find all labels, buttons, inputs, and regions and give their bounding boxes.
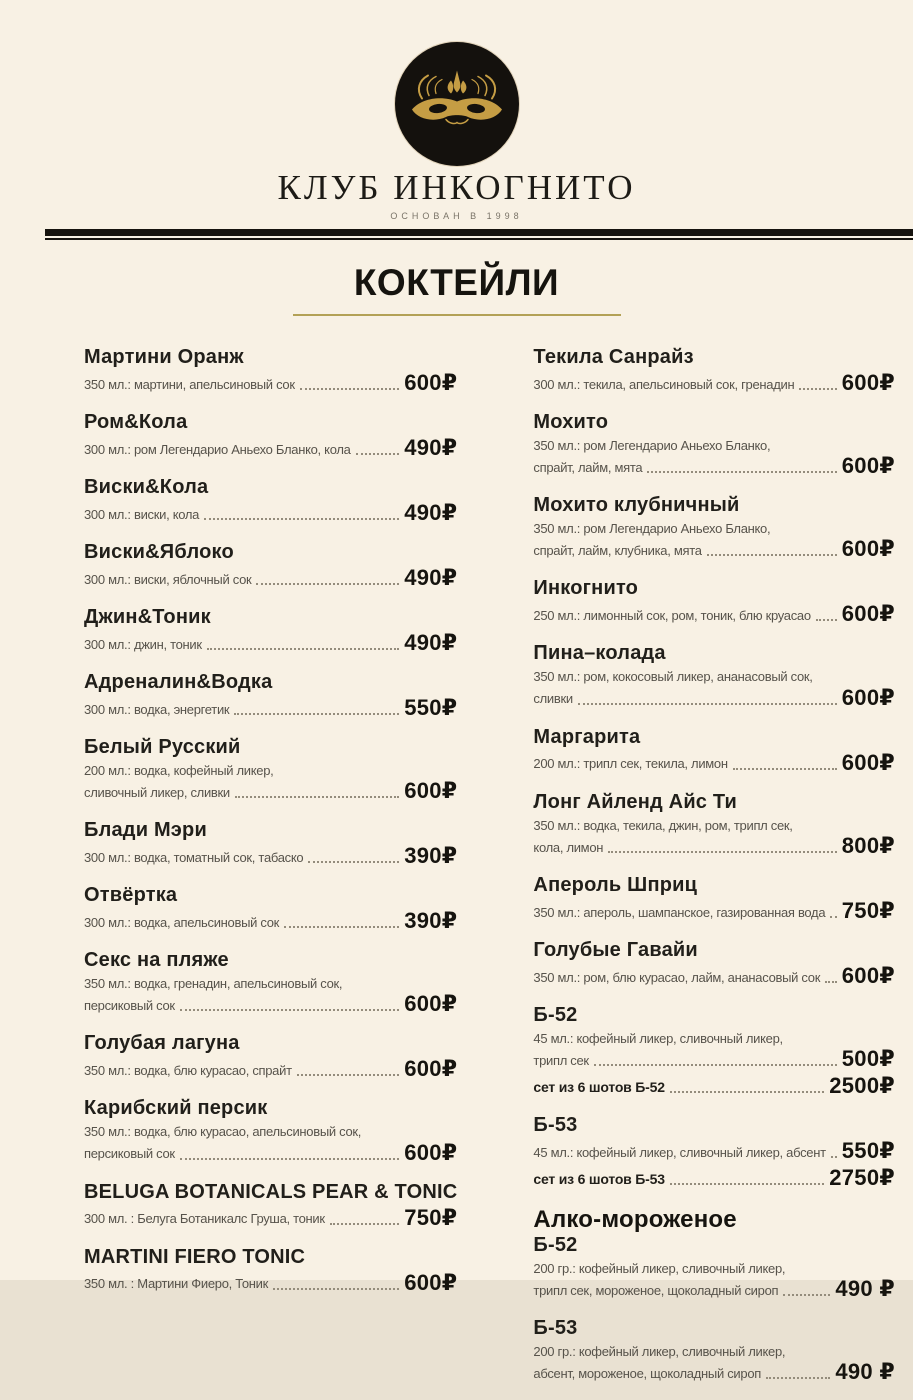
dotted-leader — [256, 583, 399, 585]
menu-item-description: 300 мл.: водка, томатный сок, табаско — [84, 850, 304, 865]
menu-item-description: 350 мл.: апероль, шампанское, газированная вода — [533, 904, 826, 920]
menu-item-name: Секс на пляже — [84, 949, 229, 972]
menu-item-price: 390₽ — [404, 843, 458, 869]
menu-item-name: Текила Санрайз — [533, 346, 694, 368]
menu-item-description: 350 мл.: водка, блю курасао, апельсиновый сок, — [84, 1124, 362, 1140]
menu-item — [533, 346, 895, 394]
menu-item-description: спрайт, лайм, клубника, мята — [533, 543, 702, 559]
header-divider — [45, 229, 913, 240]
menu-item — [84, 819, 457, 867]
menu-item — [84, 606, 457, 654]
menu-item-description: трипл сек — [533, 1052, 589, 1068]
menu-item — [533, 577, 895, 625]
menu-item-name: Ром&Кола — [84, 411, 188, 433]
menu-item-description: 300 мл.: джин, тоник — [84, 636, 202, 652]
dotted-leader — [284, 926, 399, 928]
menu-item-price: 600₽ — [841, 536, 895, 562]
menu-item — [84, 1181, 457, 1229]
menu-item-name: Блади Мэри — [84, 819, 207, 842]
menu-item-description: персиковый сок — [84, 1146, 175, 1162]
menu-item-description: сливочный ликер, сливки — [84, 785, 230, 800]
dotted-leader — [766, 1377, 830, 1379]
menu-item-price-row — [84, 567, 457, 589]
menu-item-price: 2750₽ — [829, 1164, 895, 1190]
menu-item-description: 45 мл.: кофейный ликер, сливочный ликер, абсент — [533, 1144, 826, 1160]
menu-item — [84, 411, 457, 459]
menu-item-price: 600₽ — [841, 962, 895, 988]
menu-item-price: 550₽ — [841, 1137, 895, 1163]
menu-item-name: Пина–колада — [533, 642, 666, 665]
menu-item — [533, 494, 895, 560]
menu-item-price-row — [533, 1045, 895, 1071]
dotted-leader — [330, 1223, 399, 1225]
menu-item-description: 350 мл.: водка, текила, джин, ром, трипл сек, — [533, 817, 793, 833]
dotted-leader — [816, 619, 837, 621]
menu-item-price-row — [533, 372, 895, 394]
menu-item-description: сливки — [533, 691, 573, 707]
menu-item-description: 45 мл.: кофейный ликер, сливочный ликер, — [533, 1030, 783, 1046]
menu-item-price-row — [533, 455, 895, 477]
menu-item-price-row — [84, 697, 457, 719]
menu-item-set-label: сет из 6 шотов Б-53 — [533, 1170, 665, 1187]
menu-item-name: Виски&Яблоко — [84, 541, 234, 563]
menu-item-set-label: сет из 6 шотов Б-52 — [533, 1078, 665, 1095]
dotted-leader — [670, 1091, 824, 1093]
menu-item-name: Б-52 — [533, 1233, 578, 1256]
menu-item-price-row — [84, 632, 457, 654]
dotted-leader — [578, 703, 837, 705]
menu-item-description: 250 мл.: лимонный сок, ром, тоник, блю круасао — [533, 608, 811, 624]
menu-column-right — [533, 346, 895, 1400]
menu-item-name: Б-53 — [533, 1317, 578, 1340]
menu-item-price-row — [84, 1139, 458, 1165]
menu-item — [533, 1004, 895, 1097]
menu-item-description: 200 гр.: кофейный ликер, сливочный ликер, — [533, 1260, 786, 1276]
dotted-leader — [207, 648, 399, 650]
menu-item-description: персиковый сок — [84, 998, 175, 1014]
menu-item-price-row — [84, 780, 457, 802]
dotted-leader — [308, 861, 399, 863]
dotted-leader — [273, 1288, 399, 1290]
dotted-leader — [180, 1158, 399, 1160]
menu-item-price-row — [84, 1269, 458, 1295]
menu-item-description: спрайт, лайм, мята — [533, 460, 643, 475]
menu-item-name: Б-52 — [533, 1003, 578, 1026]
menu-item-price: 600₽ — [404, 370, 458, 395]
menu-item-price: 750₽ — [404, 1204, 458, 1230]
dotted-leader — [204, 518, 399, 520]
menu-item-price-row — [84, 845, 457, 867]
menu-item-price-row — [533, 897, 895, 923]
menu-item-description: 350 мл. : Мартини Фиеро, Тоник — [84, 1276, 269, 1292]
menu-item-description: 350 мл.: ром Легендарио Аньехо Бланко, — [533, 438, 771, 453]
menu-item-name: Голубая лагуна — [84, 1032, 240, 1055]
menu-item-price: 600₽ — [841, 370, 895, 395]
menu-item-name: Джин&Тоник — [84, 606, 211, 628]
menu-item-name: Мохито клубничный — [533, 494, 740, 517]
menu-item — [84, 1032, 457, 1080]
menu-item-price-row — [533, 832, 895, 858]
menu-section-title: КОКТЕЙЛИ — [353, 262, 560, 303]
menu-item-price: 600₽ — [841, 601, 895, 627]
menu-item-price: 490₽ — [404, 435, 458, 460]
menu-item — [533, 1317, 895, 1383]
menu-item-price: 490 ₽ — [835, 1359, 895, 1385]
menu-item-price-row — [533, 603, 895, 625]
menu-item — [533, 642, 895, 708]
club-logo — [0, 0, 913, 166]
logo-circle — [395, 42, 519, 166]
menu-item-name: Мартини Оранж — [84, 346, 244, 368]
menu-item-price: 500₽ — [841, 1045, 895, 1071]
menu-item-price: 600₽ — [841, 749, 895, 775]
menu-item-description: 350 мл.: ром, блю курасао, лайм, ананасовый сок — [533, 969, 821, 985]
menu-item-description: абсент, мороженое, щоколадный сироп — [533, 1366, 761, 1382]
menu-item — [533, 874, 895, 922]
menu-item-price: 600₽ — [404, 1139, 458, 1165]
menu-item-description: кола, лимон — [533, 839, 604, 855]
menu-item-price: 600₽ — [404, 991, 458, 1017]
menu-item-price: 2500₽ — [829, 1072, 895, 1098]
menu-item — [84, 736, 457, 802]
menu-item — [84, 1246, 457, 1294]
menu-item-price-row — [533, 962, 895, 988]
dotted-leader — [235, 796, 399, 798]
menu-item-price-row — [533, 1361, 895, 1383]
menu-item-price: 490₽ — [404, 565, 458, 590]
menu-item-price: 800₽ — [841, 832, 895, 858]
menu-item-price: 490₽ — [404, 630, 458, 655]
menu-item-price: 490₽ — [404, 500, 458, 525]
menu-column-left — [84, 346, 457, 1400]
masquerade-mask-icon — [407, 69, 507, 140]
menu-item-price-row — [84, 372, 457, 394]
menu-item-price-row — [84, 502, 457, 524]
menu-item-price: 600₽ — [841, 453, 895, 479]
menu-item-price-row — [533, 1137, 895, 1163]
menu-item-name: Инкогнито — [533, 577, 639, 600]
dotted-leader — [180, 1009, 399, 1011]
dotted-leader — [647, 471, 836, 473]
dotted-leader — [234, 713, 399, 715]
menu-item — [84, 1097, 457, 1163]
menu-item-description: 300 мл.: виски, кола — [84, 506, 200, 522]
menu-item-description: трипл сек, мороженое, щоколадный сироп — [533, 1282, 779, 1298]
menu-item-name: Отвёртка — [84, 884, 178, 907]
menu-item-description: 200 мл.: трипл сек, текила, лимон — [533, 756, 728, 772]
menu-item — [533, 939, 895, 987]
menu-item-set-row — [533, 1164, 895, 1190]
menu-item-name: Б-53 — [533, 1113, 578, 1136]
menu-item-description: 350 мл.: ром, кокосовый ликер, ананасовый сок, — [533, 669, 813, 685]
dotted-leader — [670, 1183, 824, 1185]
menu-item-description: 300 мл.: виски, яблочный сок — [84, 571, 252, 587]
menu-columns — [0, 316, 913, 1400]
dotted-leader — [783, 1294, 830, 1296]
menu-item-set-row — [533, 1072, 895, 1098]
menu-item — [533, 1114, 895, 1189]
menu-item-price-row — [533, 749, 895, 775]
menu-item-description: 300 мл. : Белуга Ботаникалс Груша, тоник — [84, 1211, 325, 1227]
menu-item-price: 600₽ — [841, 684, 895, 710]
dotted-leader — [300, 388, 399, 390]
menu-item-name: MARTINI FIERO TONIC — [84, 1245, 306, 1268]
menu-item-name: BELUGA BOTANICALS PEAR & TONIC — [84, 1180, 458, 1203]
dotted-leader — [297, 1074, 399, 1076]
menu-item-description: 300 мл.: водка, энергетик — [84, 701, 230, 717]
menu-item-description: 300 мл.: текила, апельсиновый сок, гренадин — [533, 376, 795, 392]
menu-item-price-row — [84, 993, 457, 1015]
menu-item-price: 600₽ — [404, 1269, 458, 1295]
menu-item-description: 200 гр.: кофейный ликер, сливочный ликер, — [533, 1344, 786, 1360]
dotted-leader — [356, 453, 400, 455]
dotted-leader — [825, 981, 837, 983]
menu-item-name: Карибский персик — [84, 1097, 268, 1120]
menu-item — [533, 411, 895, 477]
menu-item-name: Маргарита — [533, 725, 641, 748]
menu-item-price-row — [533, 538, 895, 560]
club-subtitle: ОСНОВАН В 1998 — [390, 211, 523, 221]
menu-item — [533, 1234, 895, 1300]
menu-item-description: 300 мл.: ром Легендарио Аньехо Бланко, кола — [84, 441, 351, 457]
dotted-leader — [831, 1156, 837, 1158]
menu-item — [84, 476, 457, 524]
menu-item-price-row — [84, 1204, 458, 1230]
dotted-leader — [830, 916, 836, 918]
menu-item-price-row — [533, 684, 895, 710]
menu-section-header: Алко-мороженое — [533, 1205, 737, 1233]
menu-item-name: Голубые Гавайи — [533, 938, 698, 961]
menu-item — [84, 949, 457, 1015]
menu-item-name: Белый Русский — [84, 736, 241, 758]
menu-item-description: 300 мл.: водка, апельсиновый сок — [84, 915, 280, 930]
menu-item-price: 550₽ — [404, 695, 458, 720]
menu-item — [84, 346, 457, 394]
menu-item-price: 600₽ — [404, 1056, 458, 1082]
menu-item-name: Виски&Кола — [84, 476, 209, 498]
menu-item-description: 350 мл.: мартини, апельсиновый сок — [84, 376, 295, 392]
menu-item-description: 350 мл.: ром Легендарио Аньехо Бланко, — [533, 521, 771, 537]
dotted-leader — [707, 554, 837, 556]
menu-item-price: 390₽ — [404, 908, 458, 934]
menu-item-name: Мохито — [533, 411, 609, 433]
dotted-leader — [608, 851, 837, 853]
menu-item-description: 350 мл.: водка, блю курасао, спрайт — [84, 1063, 292, 1079]
menu-item-price-row — [84, 437, 457, 459]
menu-item — [84, 884, 457, 932]
menu-item-name: Адреналин&Водка — [84, 671, 273, 693]
menu-item-description: 350 мл.: водка, гренадин, апельсиновый сок, — [84, 976, 343, 992]
menu-item — [84, 541, 457, 589]
dotted-leader — [594, 1064, 837, 1066]
menu-item-price: 750₽ — [841, 897, 895, 923]
dotted-leader — [799, 388, 836, 390]
menu-item-price-row — [84, 1058, 457, 1080]
menu-item-description: 200 мл.: водка, кофейный ликер, — [84, 763, 274, 778]
menu-item-price: 490 ₽ — [835, 1276, 895, 1302]
menu-item — [533, 726, 895, 774]
dotted-leader — [733, 768, 837, 770]
menu-item-name: Лонг Айленд Айс Ти — [533, 790, 738, 813]
menu-item-price-row — [533, 1278, 895, 1300]
menu-item-price: 600₽ — [404, 778, 458, 804]
club-name: КЛУБ ИНКОГНИТО — [277, 168, 636, 207]
menu-item — [533, 791, 895, 857]
menu-item — [84, 671, 457, 719]
menu-item-price-row — [84, 910, 457, 932]
menu-item-name: Апероль Шприц — [533, 873, 698, 896]
